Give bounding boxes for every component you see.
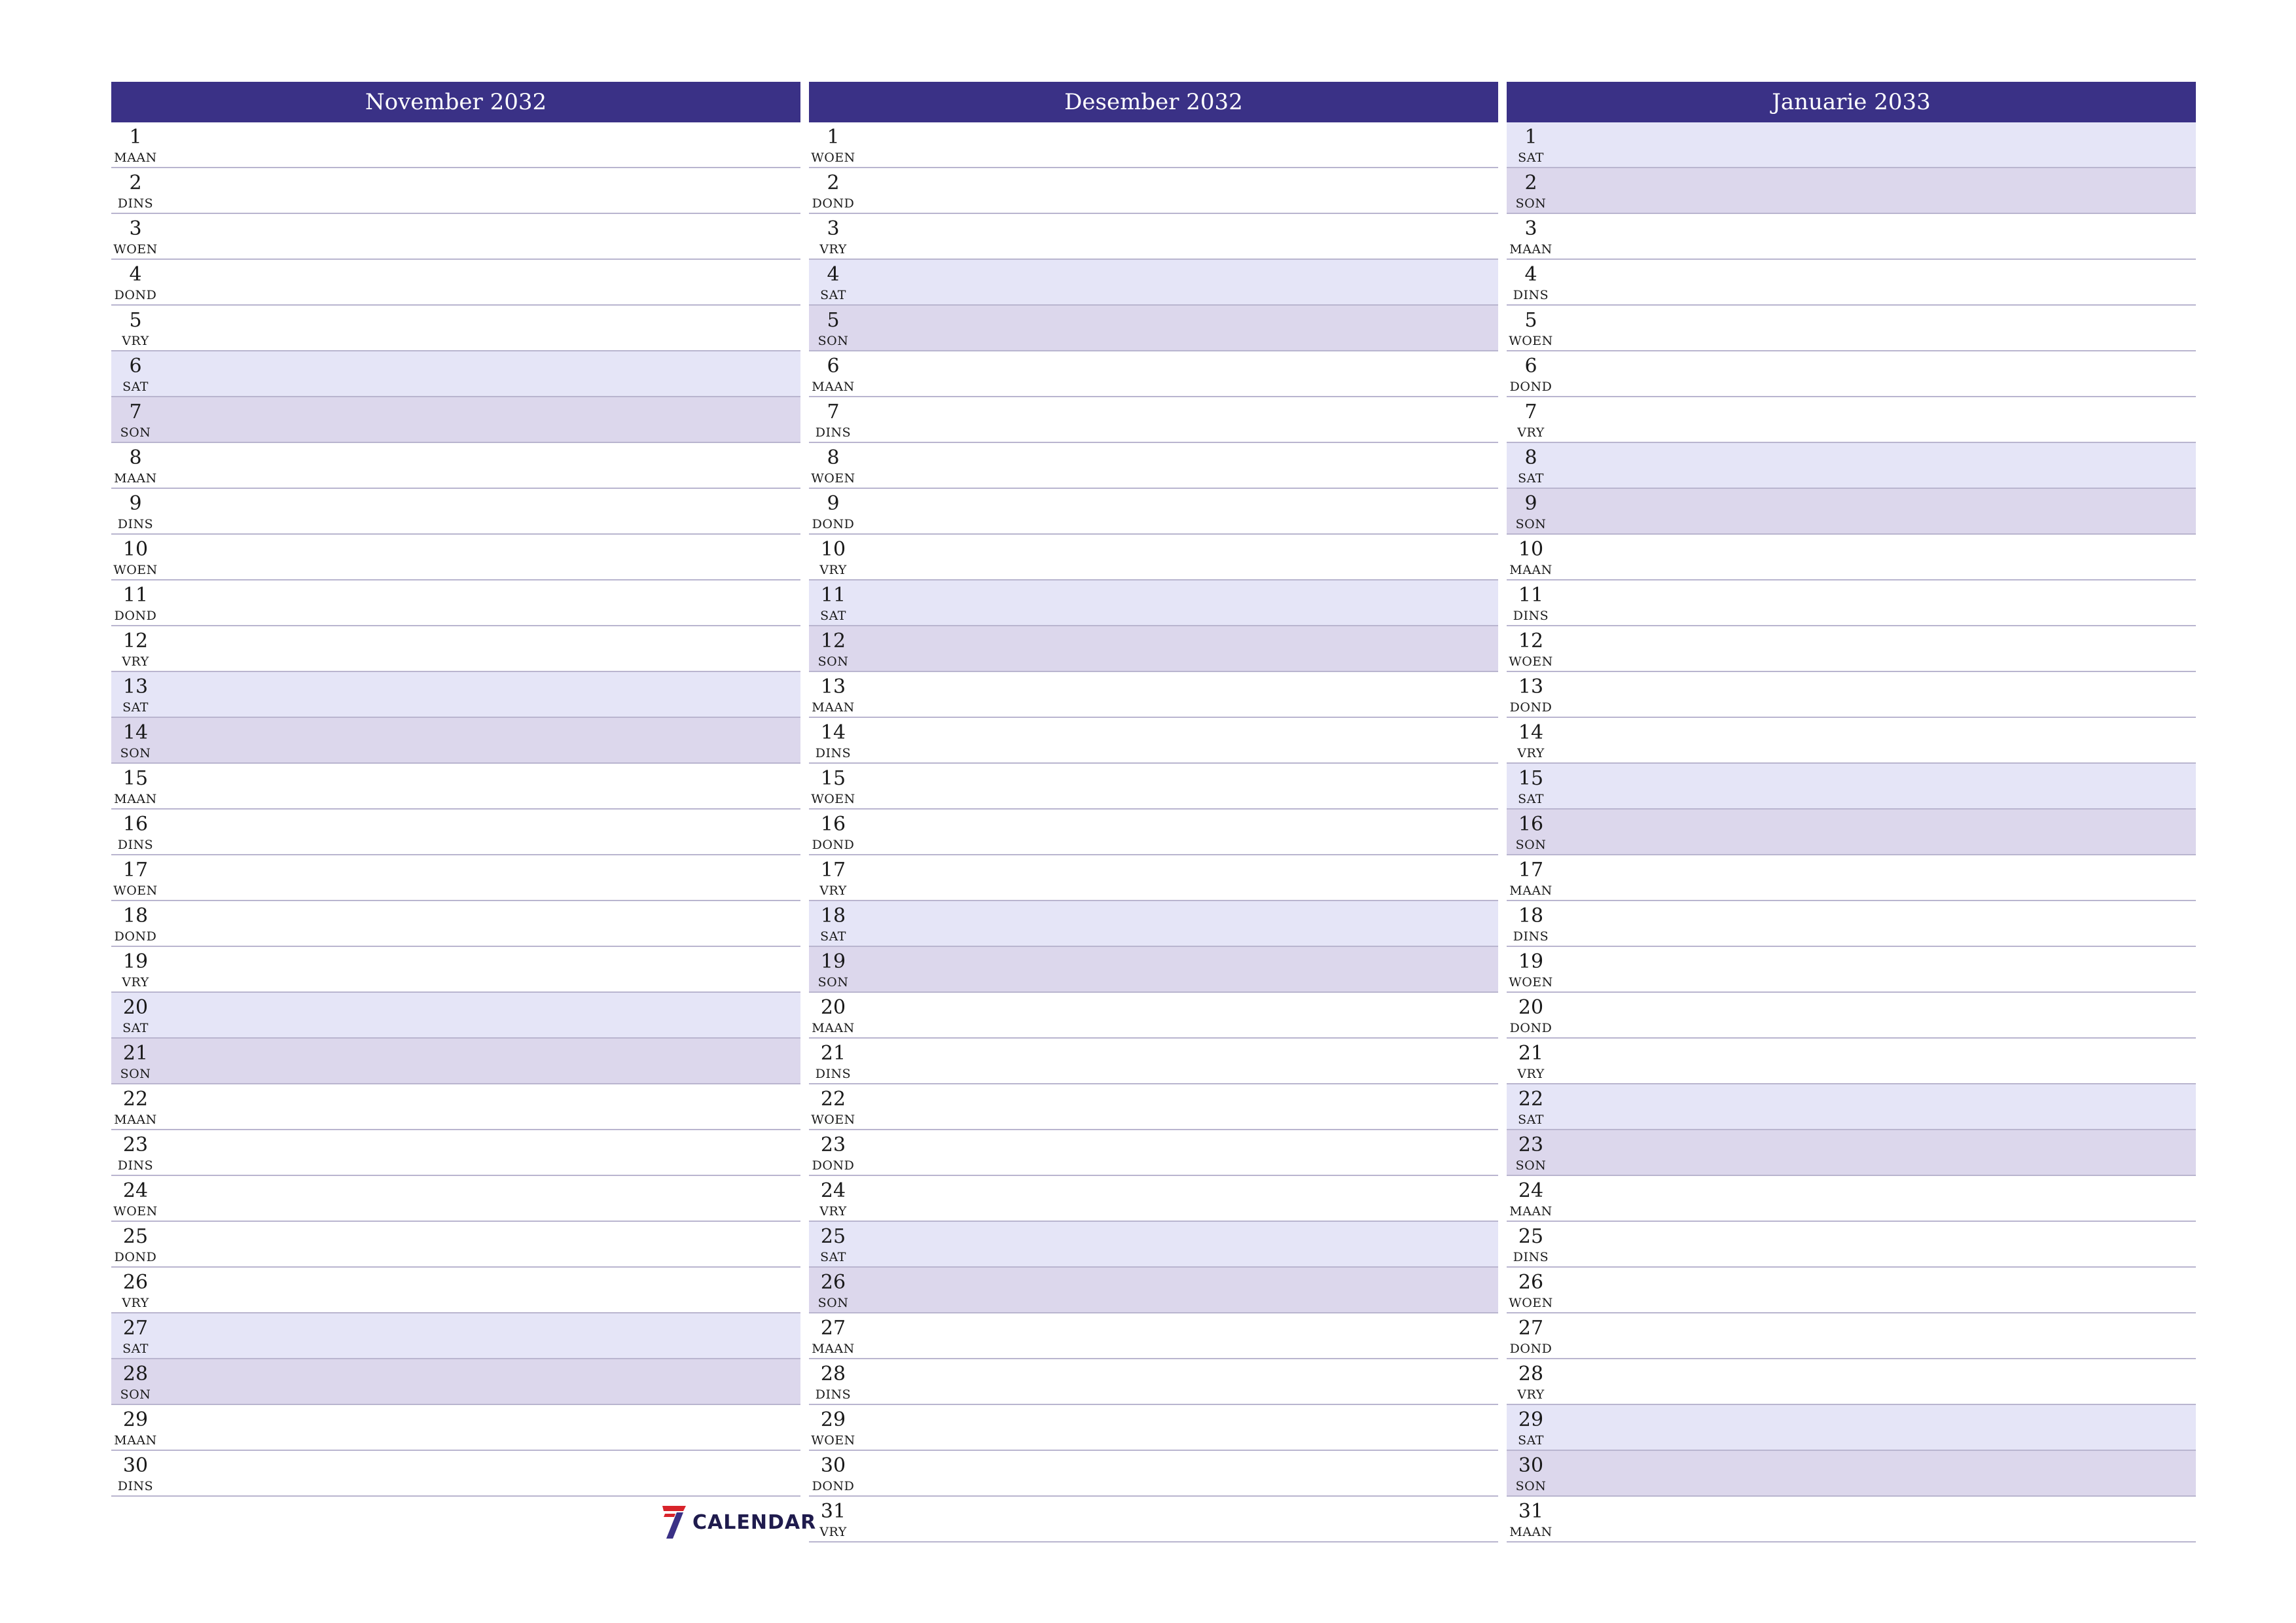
weekday-label: SON [1515,1158,1547,1173]
day-number: 18 [1518,904,1544,927]
day-number: 21 [1518,1042,1544,1065]
day-number: 25 [122,1225,149,1248]
day-number: 18 [820,904,846,927]
day-row [1507,1268,2196,1313]
day-row [111,489,800,535]
day-number: 8 [129,446,142,469]
day-row [1507,1359,2196,1405]
day-number: 17 [1518,859,1544,882]
weekday-label: MAAN [1509,242,1552,257]
day-row [809,580,1498,626]
weekday-label: DINS [117,196,154,211]
day-number: 12 [1518,630,1544,652]
day-row [111,1313,800,1359]
day-number: 6 [129,355,142,378]
day-number: 17 [820,859,846,882]
day-row [809,947,1498,993]
day-row [111,306,800,351]
day-row [809,855,1498,901]
weekday-label: SAT [820,609,846,623]
month-column-desember [809,82,1498,1543]
weekday-label: VRY [1517,1387,1545,1402]
day-number: 5 [129,309,142,332]
day-number: 30 [1518,1454,1544,1477]
day-number: 10 [122,538,149,561]
day-row [809,214,1498,260]
day-number: 30 [820,1454,846,1477]
weekday-label: SON [817,1296,849,1310]
day-number: 10 [1518,538,1544,561]
weekday-label: DINS [815,1387,852,1402]
month-header: November 2032 [111,82,800,122]
weekday-label: DOND [812,1479,855,1493]
day-row [111,626,800,672]
weekday-label: MAAN [812,380,855,394]
day-number: 16 [122,813,149,836]
weekday-label: VRY [819,883,847,898]
weekday-label: MAAN [812,1342,855,1356]
weekday-label: WOEN [811,1433,855,1448]
day-row [111,1405,800,1451]
day-row [1507,810,2196,855]
weekday-label: DINS [117,838,154,852]
weekday-label: DOND [812,517,855,531]
day-number: 20 [1518,996,1544,1019]
day-number: 26 [820,1271,846,1294]
weekday-label: SAT [1518,151,1544,165]
weekday-label: DOND [1509,380,1552,394]
day-row [1507,764,2196,810]
weekday-label: VRY [819,1204,847,1219]
weekday-label: SON [1515,838,1547,852]
weekday-label: MAAN [812,700,855,715]
day-row [1507,1405,2196,1451]
weekday-label: WOEN [1509,975,1553,990]
weekday-label: DOND [114,1250,157,1264]
weekday-label: SAT [122,700,149,715]
day-row [809,168,1498,214]
weekday-label: VRY [122,975,149,990]
weekday-label: DOND [812,1158,855,1173]
day-number: 15 [820,767,846,790]
day-number: 25 [1518,1225,1544,1248]
day-number: 15 [1518,767,1544,790]
weekday-label: DINS [1513,929,1549,944]
day-number: 7 [1524,401,1537,423]
day-row [1507,397,2196,443]
day-row [1507,580,2196,626]
day-row [111,1222,800,1268]
day-row [809,397,1498,443]
weekday-label: DOND [812,838,855,852]
day-row [111,1359,800,1405]
day-row [111,1451,800,1497]
day-row [111,855,800,901]
day-number: 14 [122,721,149,744]
day-number: 12 [122,630,149,652]
day-row [809,260,1498,306]
weekday-label: SAT [1518,1433,1544,1448]
weekday-label: MAAN [812,1021,855,1035]
day-row [1507,260,2196,306]
day-row [111,947,800,993]
weekday-label: VRY [819,242,847,257]
weekday-label: WOEN [1509,654,1553,669]
day-number: 12 [820,630,846,652]
weekday-label: WOEN [811,792,855,806]
weekday-label: MAAN [114,471,157,486]
day-number: 15 [122,767,149,790]
weekday-label: WOEN [811,151,855,165]
day-number: 10 [820,538,846,561]
day-number: 28 [1518,1363,1544,1385]
day-number: 29 [122,1408,149,1431]
weekday-label: DINS [1513,288,1549,302]
day-row [111,1268,800,1313]
day-number: 26 [122,1271,149,1294]
weekday-label: DINS [815,425,852,440]
day-number: 13 [1518,675,1544,698]
day-row [1507,1497,2196,1543]
weekday-label: VRY [1517,746,1545,760]
day-number: 19 [820,950,846,973]
day-number: 19 [122,950,149,973]
weekday-label: SON [120,1067,151,1081]
weekday-label: VRY [122,1296,149,1310]
logo-text: CALENDAR [692,1510,817,1534]
day-row [809,993,1498,1039]
day-row [809,122,1498,168]
day-number: 31 [1518,1500,1544,1523]
day-row [809,1084,1498,1130]
weekday-label: SON [120,1387,151,1402]
day-row [111,168,800,214]
weekday-label: DOND [1509,700,1552,715]
day-list [809,122,1498,1543]
day-number: 25 [820,1225,846,1248]
day-number: 9 [129,492,142,515]
day-number: 2 [1524,171,1537,194]
day-row [1507,214,2196,260]
day-number: 27 [1518,1317,1544,1340]
day-number: 11 [122,584,149,607]
day-number: 13 [820,675,846,698]
weekday-label: WOEN [1509,1296,1553,1310]
day-row [809,443,1498,489]
day-number: 9 [827,492,840,515]
day-row [809,901,1498,947]
day-row [1507,1313,2196,1359]
day-number: 20 [122,996,149,1019]
day-number: 23 [122,1133,149,1156]
day-number: 4 [827,263,840,286]
weekday-label: SAT [820,929,846,944]
day-row [809,672,1498,718]
day-number: 4 [1524,263,1537,286]
weekday-label: DOND [114,609,157,623]
day-number: 1 [129,126,142,149]
day-number: 6 [1524,355,1537,378]
day-row [111,993,800,1039]
day-number: 11 [820,584,846,607]
weekday-label: SAT [122,380,149,394]
weekday-label: SAT [820,288,846,302]
day-number: 1 [1524,126,1537,149]
weekday-label: WOEN [1509,334,1553,348]
brand-logo [661,1504,816,1541]
weekday-label: VRY [819,563,847,577]
day-row [111,1176,800,1222]
day-row [809,1130,1498,1176]
day-number: 6 [827,355,840,378]
weekday-label: SON [817,975,849,990]
day-row [111,1084,800,1130]
weekday-label: DOND [1509,1342,1552,1356]
day-row [809,351,1498,397]
day-number: 28 [820,1363,846,1385]
day-number: 22 [1518,1088,1544,1111]
day-number: 3 [1524,217,1537,240]
day-row [809,1497,1498,1543]
day-row [111,1039,800,1084]
day-row [111,260,800,306]
weekday-label: VRY [122,334,149,348]
day-number: 21 [820,1042,846,1065]
day-row [1507,443,2196,489]
day-row [1507,901,2196,947]
weekday-label: DINS [815,1067,852,1081]
weekday-label: SON [120,746,151,760]
day-number: 29 [1518,1408,1544,1431]
day-row [1507,168,2196,214]
day-row [809,1039,1498,1084]
day-number: 16 [820,813,846,836]
weekday-label: MAAN [1509,883,1552,898]
weekday-label: SAT [122,1342,149,1356]
day-row [1507,947,2196,993]
weekday-label: SON [817,334,849,348]
day-row [809,1359,1498,1405]
day-number: 2 [827,171,840,194]
day-row [111,672,800,718]
day-number: 20 [820,996,846,1019]
month-header: Januarie 2033 [1507,82,2196,122]
day-number: 22 [820,1088,846,1111]
weekday-label: DINS [117,1479,154,1493]
day-row [809,718,1498,764]
day-row [1507,1084,2196,1130]
weekday-label: SON [1515,196,1547,211]
day-number: 18 [122,904,149,927]
day-row [809,306,1498,351]
weekday-label: MAAN [1509,563,1552,577]
day-number: 3 [827,217,840,240]
weekday-label: MAAN [114,1433,157,1448]
weekday-label: SON [1515,517,1547,531]
day-row [809,1313,1498,1359]
day-number: 23 [1518,1133,1544,1156]
weekday-label: SON [120,425,151,440]
day-number: 24 [1518,1179,1544,1202]
day-row [111,214,800,260]
day-number: 16 [1518,813,1544,836]
weekday-label: VRY [1517,425,1545,440]
weekday-label: VRY [819,1525,847,1539]
day-row [111,1130,800,1176]
month-column-november [111,82,800,1497]
weekday-label: DOND [812,196,855,211]
day-number: 5 [827,309,840,332]
day-number: 7 [827,401,840,423]
day-number: 27 [122,1317,149,1340]
month-header: Desember 2032 [809,82,1498,122]
day-number: 21 [122,1042,149,1065]
day-number: 2 [129,171,142,194]
day-row [1507,1176,2196,1222]
weekday-label: SON [817,654,849,669]
day-row [111,443,800,489]
day-row [1507,1130,2196,1176]
day-row [1507,122,2196,168]
weekday-label: DINS [1513,1250,1549,1264]
day-row [1507,489,2196,535]
day-row [111,718,800,764]
weekday-label: SAT [1518,1113,1544,1127]
day-row [1507,1451,2196,1497]
weekday-label: SAT [820,1250,846,1264]
day-number: 8 [827,446,840,469]
day-row [111,122,800,168]
weekday-label: SAT [122,1021,149,1035]
day-row [809,810,1498,855]
day-number: 14 [1518,721,1544,744]
day-row [1507,535,2196,580]
day-number: 31 [820,1500,846,1523]
day-number: 5 [1524,309,1537,332]
day-row [1507,306,2196,351]
weekday-label: WOEN [811,471,855,486]
day-number: 14 [820,721,846,744]
day-number: 3 [129,217,142,240]
day-number: 19 [1518,950,1544,973]
day-row [809,1405,1498,1451]
weekday-label: MAAN [1509,1204,1552,1219]
day-row [111,580,800,626]
day-row [809,764,1498,810]
weekday-label: MAAN [114,792,157,806]
weekday-label: MAAN [114,1113,157,1127]
day-number: 13 [122,675,149,698]
weekday-label: SAT [1518,471,1544,486]
day-list [1507,122,2196,1543]
weekday-label: WOEN [113,563,158,577]
day-row [111,397,800,443]
day-row [111,764,800,810]
day-number: 4 [129,263,142,286]
weekday-label: DINS [117,517,154,531]
day-list [111,122,800,1497]
day-row [1507,1222,2196,1268]
weekday-label: MAAN [114,151,157,165]
day-number: 7 [129,401,142,423]
day-number: 22 [122,1088,149,1111]
day-row [809,1222,1498,1268]
day-row [1507,351,2196,397]
day-row [809,1176,1498,1222]
weekday-label: DOND [1509,1021,1552,1035]
day-row [1507,626,2196,672]
day-number: 28 [122,1363,149,1385]
day-row [809,626,1498,672]
day-row [809,1451,1498,1497]
weekday-label: VRY [122,654,149,669]
weekday-label: DINS [1513,609,1549,623]
day-row [1507,718,2196,764]
day-number: 24 [820,1179,846,1202]
day-number: 30 [122,1454,149,1477]
day-number: 8 [1524,446,1537,469]
weekday-label: SON [1515,1479,1547,1493]
weekday-label: DOND [114,929,157,944]
day-row [111,901,800,947]
day-number: 23 [820,1133,846,1156]
weekday-label: DINS [815,746,852,760]
day-number: 29 [820,1408,846,1431]
weekday-label: MAAN [1509,1525,1552,1539]
day-row [111,351,800,397]
day-row [809,489,1498,535]
day-number: 17 [122,859,149,882]
day-row [809,1268,1498,1313]
day-row [111,535,800,580]
seven-logo-icon [661,1505,687,1540]
day-row [1507,672,2196,718]
day-row [1507,855,2196,901]
day-number: 27 [820,1317,846,1340]
weekday-label: WOEN [811,1113,855,1127]
day-row [111,810,800,855]
day-row [809,535,1498,580]
weekday-label: DOND [114,288,157,302]
weekday-label: DINS [117,1158,154,1173]
weekday-label: WOEN [113,1204,158,1219]
day-row [1507,1039,2196,1084]
month-column-januarie [1507,82,2196,1543]
day-number: 26 [1518,1271,1544,1294]
weekday-label: WOEN [113,242,158,257]
weekday-label: WOEN [113,883,158,898]
day-row [1507,993,2196,1039]
day-number: 1 [827,126,840,149]
weekday-label: VRY [1517,1067,1545,1081]
day-number: 24 [122,1179,149,1202]
day-number: 9 [1524,492,1537,515]
weekday-label: SAT [1518,792,1544,806]
day-number: 11 [1518,584,1544,607]
